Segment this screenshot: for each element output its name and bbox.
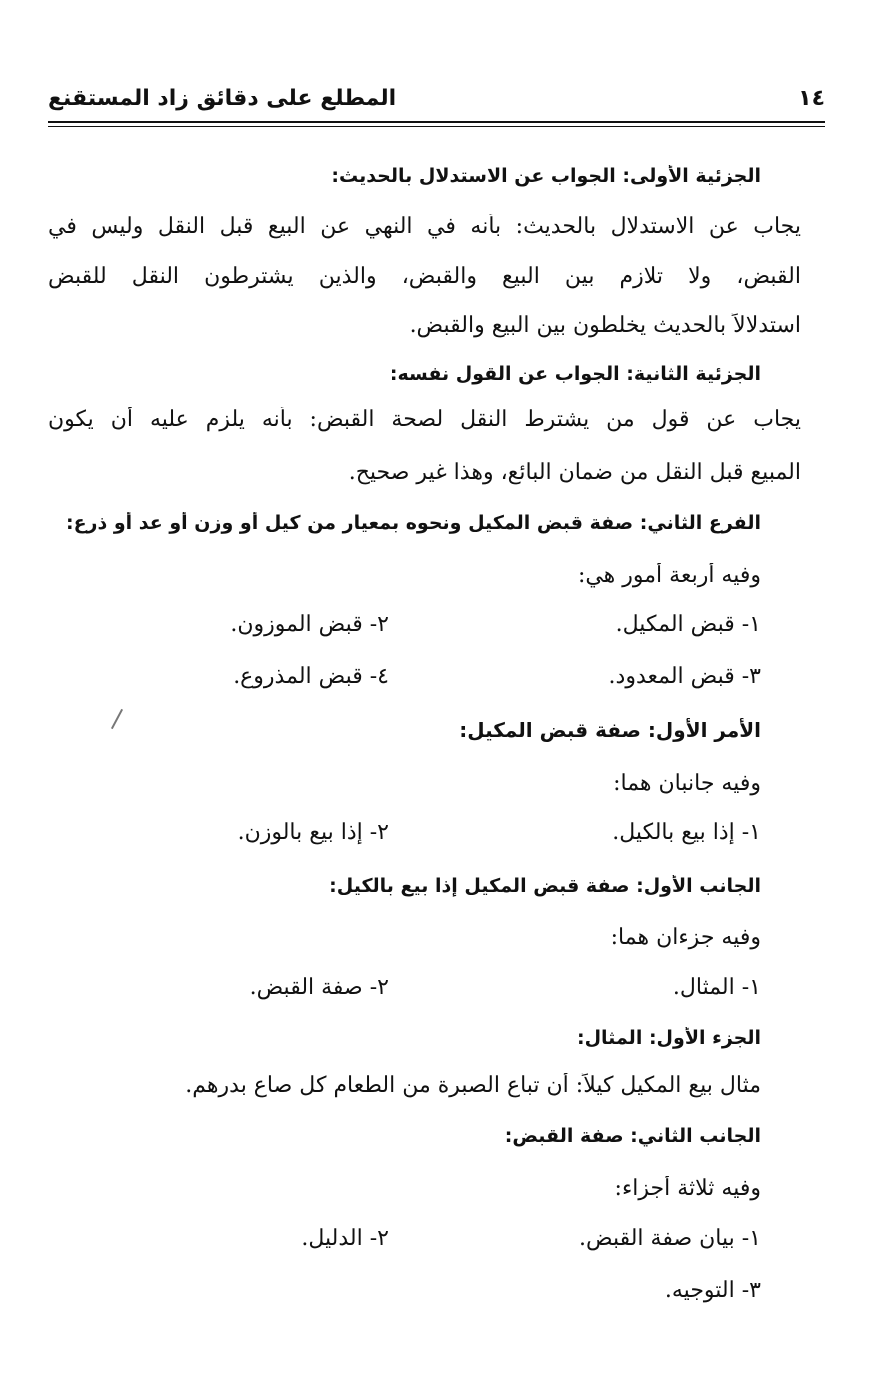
matter-3: ٣- قبض المعدود.: [608, 664, 761, 689]
matter-4: ٤- قبض المذروع.: [233, 664, 389, 689]
two-parts-intro: وفيه جزءان هما:: [610, 925, 761, 950]
book-title: المطلع على دقائق زاد المستقنع: [48, 85, 397, 111]
part1-heading: الجزئية الأولى: الجواب عن الاستدلال بالحديث:: [331, 165, 761, 187]
three-parts-intro: وفيه ثلاثة أجزاء:: [614, 1176, 761, 1201]
example-text: مثال بيع المكيل كيلاً: أن تباع الصبرة من الطعام كل صاع بدرهم.: [185, 1073, 761, 1098]
matters-row-1: [48, 612, 761, 648]
two-sides-intro: وفيه جانبان هما:: [613, 771, 761, 796]
part1-line2: القبض، ولا تلازم بين البيع والقبض، والذين يشترطون النقل للقبض: [48, 264, 801, 289]
part2-line2: المبيع قبل النقل من ضمان البائع، وهذا غير صحيح.: [348, 460, 801, 485]
part1-line1: يجاب عن الاستدلال بالحديث: بأنه في النهي عن البيع قبل النقل وليس في: [48, 214, 801, 239]
parts-row: [48, 975, 761, 1011]
part1-line3: استدلالاً بالحديث يخلطون بين البيع والقبض.: [409, 313, 801, 338]
header-rule-thin: [48, 126, 825, 127]
four-matters-intro: وفيه أربعة أمور هي:: [577, 563, 761, 588]
part2-line1: يجاب عن قول من يشترط النقل لصحة القبض: بأنه يلزم عليه أن يكون: [48, 407, 801, 432]
page-header: [48, 78, 825, 118]
three-parts-row: [48, 1226, 761, 1262]
matter-1: ١- قبض المكيل.: [615, 612, 761, 637]
first-matter-heading: الأمر الأول: صفة قبض المكيل:: [459, 718, 761, 742]
three-part-2: ٢- الدليل.: [301, 1226, 389, 1251]
side-1: ١- إذا بيع بالكيل.: [612, 820, 761, 845]
page-number: ١٤: [798, 85, 825, 111]
header-rule-thick: [48, 121, 825, 123]
branch2-heading: الفرع الثاني: صفة قبض المكيل ونحوه بمعيار من كيل أو وزن أو عد أو ذرع:: [65, 512, 761, 534]
side-2: ٢- إذا بيع بالوزن.: [237, 820, 389, 845]
three-part-3: ٣- التوجيه.: [664, 1278, 761, 1303]
matter-2: ٢- قبض الموزون.: [230, 612, 389, 637]
sides-row: [48, 820, 761, 856]
second-side-heading: الجانب الثاني: صفة القبض:: [504, 1125, 761, 1147]
part2-heading: الجزئية الثانية: الجواب عن القول نفسه:: [389, 363, 761, 385]
three-parts-row-2: [48, 1278, 761, 1314]
first-part-heading: الجزء الأول: المثال:: [576, 1027, 761, 1049]
first-side-heading: الجانب الأول: صفة قبض المكيل إذا بيع بالكيل:: [329, 875, 761, 897]
part-b: ٢- صفة القبض.: [249, 975, 389, 1000]
matters-row-2: [48, 664, 761, 700]
three-part-1: ١- بيان صفة القبض.: [579, 1226, 761, 1251]
part-a: ١- المثال.: [672, 975, 761, 1000]
